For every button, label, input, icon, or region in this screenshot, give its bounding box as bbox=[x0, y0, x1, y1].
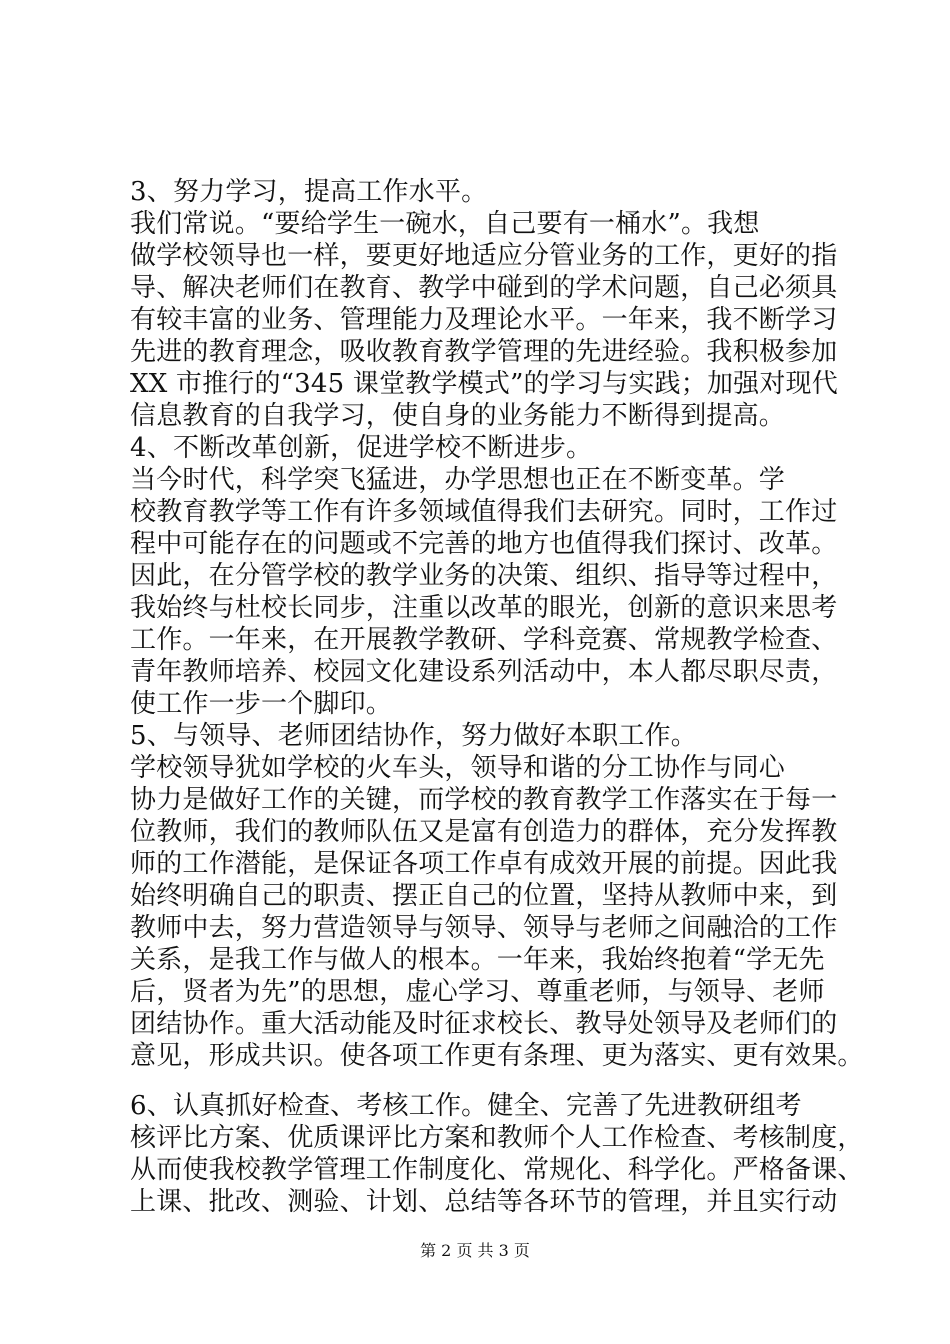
text-line: 因此，在分管学校的教学业务的决策、组织、指导等过程中， bbox=[130, 561, 838, 591]
text-line: 始终明确自己的职责、摆正自己的位置，坚持从教师中来，到 bbox=[130, 881, 838, 911]
text-line: 先进的教育理念，吸收教育教学管理的先进经验。我积极参加 bbox=[130, 337, 838, 367]
text-line: 5、与领导、老师团结协作，努力做好本职工作。 bbox=[130, 721, 697, 751]
text-line: 青年教师培养、校园文化建设系列活动中，本人都尽职尽责， bbox=[130, 657, 838, 687]
text-line: 位教师，我们的教师队伍又是富有创造力的群体，充分发挥教 bbox=[130, 817, 838, 847]
text-line: 3、努力学习，提高工作水平。 bbox=[130, 177, 488, 207]
text-line: 协力是做好工作的关键，而学校的教育教学工作落实在于每一 bbox=[130, 785, 838, 815]
text-line: 4、不断改革创新，促进学校不断进步。 bbox=[130, 433, 593, 463]
text-line: 我始终与杜校长同步，注重以改革的眼光，创新的意识来思考 bbox=[130, 593, 838, 623]
text-line: 使工作一步一个脚印。 bbox=[130, 689, 393, 719]
text-line: 程中可能存在的问题或不完善的地方也值得我们探讨、改革。 bbox=[130, 529, 838, 559]
text-line: 核评比方案、优质课评比方案和教师个人工作检查、考核制度， bbox=[130, 1123, 864, 1153]
text-line: 当今时代，科学突飞猛进，办学思想也正在不断变革。学 bbox=[130, 465, 786, 495]
page-footer: 第 2 页 共 3 页 bbox=[420, 1241, 530, 1260]
text-line: 师的工作潜能，是保证各项工作卓有成效开展的前提。因此我 bbox=[130, 849, 838, 879]
text-line: 意见，形成共识。使各项工作更有条理、更为落实、更有效果。 bbox=[130, 1041, 864, 1071]
text-line: 我们常说。“要给学生一碗水，自己要有一桶水”。我想 bbox=[130, 209, 760, 239]
text-line: 导、解决老师们在教育、教学中碰到的学术问题，自己必须具 bbox=[130, 273, 838, 303]
text-line: 6、认真抓好检查、考核工作。健全、完善了先进教研组考 bbox=[130, 1091, 802, 1121]
text-line: 有较丰富的业务、管理能力及理论水平。一年来，我不断学习 bbox=[130, 305, 838, 335]
text-line: 工作。一年来，在开展教学教研、学科竞赛、常规教学检查、 bbox=[130, 625, 838, 655]
text-line: 后，贤者为先”的思想，虚心学习、尊重老师，与领导、老师 bbox=[130, 977, 825, 1007]
text-line: 团结协作。重大活动能及时征求校长、教导处领导及老师们的 bbox=[130, 1009, 838, 1039]
text-line: 校教育教学等工作有许多领域值得我们去研究。同时，工作过 bbox=[130, 497, 838, 527]
text-line: XX 市推行的“345 课堂教学模式”的学习与实践；加强对现代 bbox=[130, 369, 838, 399]
text-line: 关系，是我工作与做人的根本。一年来，我始终抱着“学无先 bbox=[130, 945, 825, 975]
text-line: 信息教育的自我学习，使自身的业务能力不断得到提高。 bbox=[130, 401, 786, 431]
text-line: 教师中去，努力营造领导与领导、领导与老师之间融洽的工作 bbox=[130, 913, 838, 943]
text-line: 上课、批改、测验、计划、总结等各环节的管理，并且实行动 bbox=[130, 1187, 838, 1217]
text-line: 学校领导犹如学校的火车头，领导和谐的分工协作与同心 bbox=[130, 753, 786, 783]
text-line: 从而使我校教学管理工作制度化、常规化、科学化。严格备课、 bbox=[130, 1155, 864, 1185]
text-line: 做学校领导也一样，要更好地适应分管业务的工作，更好的指 bbox=[130, 241, 838, 271]
